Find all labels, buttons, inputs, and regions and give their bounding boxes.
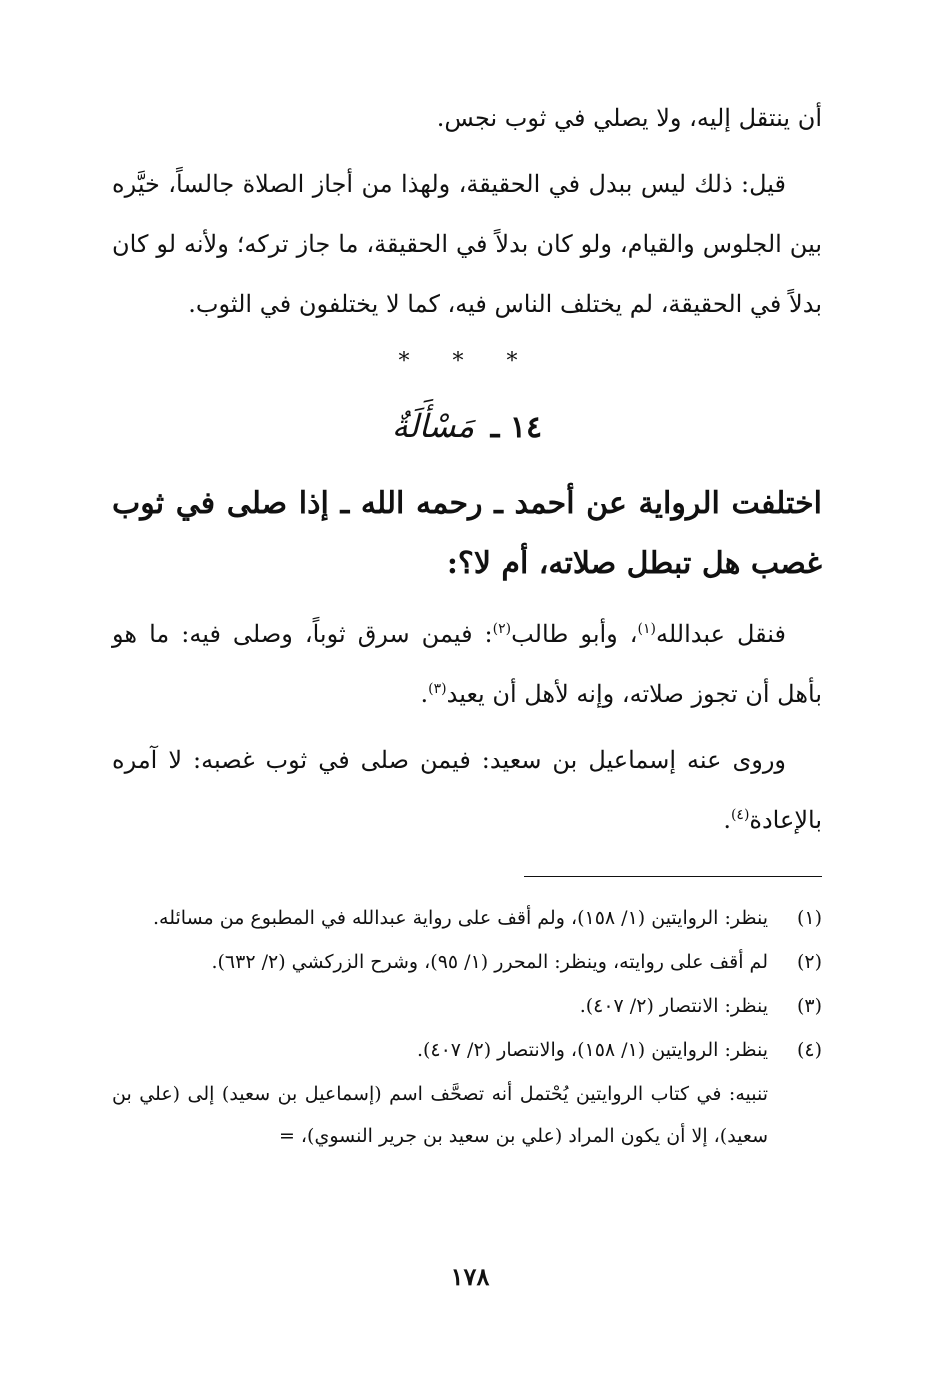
footnote-marker-1: (١) (637, 621, 656, 637)
text-run: . (723, 806, 731, 834)
footnote-marker-3: (٣) (428, 681, 447, 697)
footnote-note: تنبيه: في كتاب الروايتين يُحْتمل أنه تصحَّف اسم (إسماعيل بن سعيد) إلى (علي بن سعيد)، إلا أن يكون المراد (علي بن سعيد بن جرير النسوي)، = (112, 1083, 768, 1147)
footnote-number: (٤) (796, 1039, 822, 1061)
footnote-number: (١) (796, 907, 822, 929)
section-title: مَسْأَلَةٌ (391, 407, 475, 445)
section-number: ١٤ ـ (490, 410, 543, 445)
paragraph-continuation: أن ينتقل إليه، ولا يصلي في ثوب نجس. (436, 104, 822, 132)
footnote-text: ينظر: الانتصار (٢/ ٤٠٧). (579, 995, 768, 1017)
paragraph-narration-1 (112, 604, 822, 724)
text-run: : فيمن سرق ثوباً، وصلى فيه: ما هو بأهل أن تجوز صلاته، وإنه لأهل أن يعيد (112, 620, 822, 708)
page-content (112, 88, 822, 1157)
text-run: . (420, 680, 429, 708)
text-run: فنقل عبدالله (655, 620, 786, 648)
footnote-marker-4: (٤) (730, 807, 750, 823)
footnote-text: ينظر: الروايتين (١/ ١٥٨)، والانتصار (٢/ ٤٠٧). (416, 1039, 768, 1061)
section-separator: * * * (398, 349, 536, 374)
section-heading (112, 396, 822, 456)
footnote-marker-2: (٢) (492, 621, 512, 637)
issue-question: اختلفت الرواية عن أحمد ـ رحمه الله ـ إذا صلى في ثوب غصب هل تبطل صلاته، أم لا؟: (112, 486, 822, 581)
page-number: ١٧٨ (450, 1262, 490, 1291)
footnote-1 (112, 897, 822, 939)
text-run: وروى عنه إسماعيل بن سعيد: فيمن صلى في ثوب غصبه: لا آمره بالإعادة (112, 746, 822, 834)
footnote-4 (112, 1029, 822, 1071)
footnote-number: (٢) (796, 951, 822, 973)
footnote-text: لم أقف على روايته، وينظر: المحرر (١/ ٩٥)، وشرح الزركشي (٢/ ٦٣٢). (211, 951, 768, 973)
text-run: ، وأبو طالب (511, 620, 638, 648)
footnote-3 (112, 985, 822, 1027)
paragraph-objection: قيل: ذلك ليس ببدل في الحقيقة، ولهذا من أجاز الصلاة جالساً، خيَّره بين الجلوس والقيام، ولو كان بدلاً في الحقيقة، ما جاز تركه؛ ولأنه لو كان بدلاً في الحقيقة، لم يختلف الناس فيه، كما لا يختلفون في الثوب. (112, 170, 822, 318)
footnote-text: ينظر: الروايتين (١/ ١٥٨)، ولم أقف على رواية عبدالله في المطبوع من مسائله. (152, 907, 768, 929)
footnote-2 (112, 941, 822, 983)
paragraph-narration-2 (112, 730, 822, 850)
footnote-number: (٣) (796, 995, 822, 1017)
footnote-divider (524, 876, 822, 877)
